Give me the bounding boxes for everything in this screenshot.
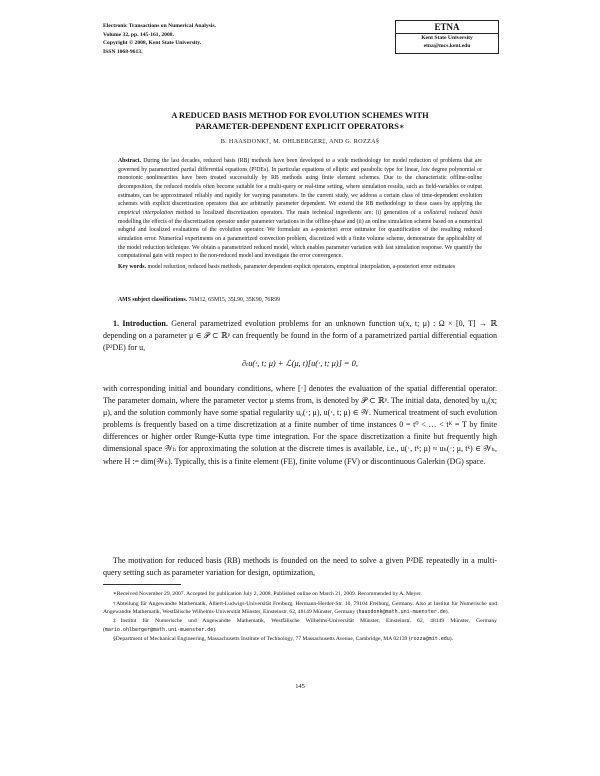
footnote-ohlberger-text: ‡Institut für Numerische und Angewandte Mathematik, Westfälische Wilhelms-Universität Münster, Einsteinstr. 62, 48149 Münster, Germany (: [103, 618, 497, 633]
abstract-text-c: modelling the effects of the discretization operator under parameter variations in the offline-phase and (ii) an online simulation scheme based on a numerical subgrid and localized evaluations of the evolution operator. We formulate an a-posteriori error estimator for quantification of the resulting reduced simulation error. Numerical experiments on a parametrized convection problem, discretized with a finite volume scheme, demonstrate the applicability of the model reduction technique. We obtain a parametrized reduced model, which enables parameter variation with fast simulation response. We quantify the computational gain with respect to the non-reduced model and investigate the error convergence.: [118, 218, 482, 260]
journal-issn: ISSN 1068-9613.: [103, 48, 143, 55]
footnote-rule: [103, 584, 181, 585]
intro-text-1: General parametrized evolution problems for an unknown function u(x, t; μ) : Ω × [0, T] → ℝ depending on a parameter μ ∈ 𝒫 ⊂ ℝᵖ can frequently be found in the form of a parametrized partial differential equation (P²DE) for u,: [103, 319, 498, 352]
ams-label: AMS subject classifications.: [118, 297, 188, 303]
paper-title-line1: A REDUCED BASIS METHOD FOR EVOLUTION SCHEMES WITH: [171, 111, 429, 120]
etna-box: [395, 20, 499, 54]
paper-authors: B. HAASDONK†, M. OHLBERGER‡, AND G. ROZZA§: [220, 138, 380, 145]
etna-title: ETNA: [396, 21, 498, 34]
ams-text: 76M12, 65M15, 35L90, 35K90, 76R99: [188, 297, 280, 303]
email-rozza[interactable]: rozza@mit.edu: [410, 636, 450, 643]
footnote-rozza: [103, 635, 497, 643]
intro-paragraph-2: with corresponding initial and boundary conditions, where [·] denotes the evaluation of the spatial differential operator. The parameter domain, where the parameter vector μ stems from, is denoted by 𝒫 ⊂ ℝᵖ. The initial data, denoted by u₀(x; μ), and the solution commonly have some spatial regularity u₀(·; μ), u(·, t; μ) ∈ 𝒲. Numerical treatment of such evolution problems is frequently based on a time discretization at a finite number of time instances 0 = t⁰ < … < tᴷ = T by finite differences or higher order Runge-Kutta type time integration. For the space discretization a finite but frequently high dimensional space 𝒲ₕ for approximating the solution at the discrete times is available, i.e., u(·, tᵏ; μ) ≈ uₕ(·; μ, tᵏ) ∈ 𝒲ₕ, where H := dim(𝒲ₕ). Typically, this is a finite element (FE), finite volume (FV) or discontinuous Galerkin (DG) space.: [103, 384, 497, 466]
footnotes: [103, 590, 497, 645]
etna-university: Kent State University: [421, 35, 473, 41]
footnote-ohlberger-close: ).: [213, 626, 217, 633]
journal-volume: Volume 32, pp. 145-161, 2008.: [103, 31, 174, 38]
intro-text-3: The motivation for reduced basis (RB) methods is founded on the need to solve a given P²DE repeatedly in a multi-query setting such as parameter variation for design, optimization,: [103, 556, 497, 577]
footnote-haasdonk: [103, 600, 497, 616]
equation-pde: ∂ₜu(·, t; μ) + ℒ(μ, t)[u(·, t; μ)] = 0,: [242, 359, 358, 368]
journal-header: [103, 22, 216, 56]
email-ohlberger[interactable]: mario.ohlberger@math.uni-muenster.de: [104, 626, 214, 633]
abstract-label: Abstract.: [118, 158, 142, 164]
footnote-rozza-text: §Department of Mechanical Engineering, Massachusetts Institute of Technology, 77 Massachusetts Avenue, Cambridge, MA 02139 (: [113, 636, 411, 643]
abstract-text-a: During the last decades, reduced basis (RB) methods have been developed to a wide methodology for model reduction of problems that are governed by parametrized partial differential equations (P²DEs). In particular equations of elliptic and parabolic type for linear, low degree polynomial or monotonic nonlinearities have been treated successfully by RB methods using finite element schemes. Due to the characteristic offline-online decomposition, the reduced models often become suitable for a multi-query or real-time setting, where simulation results, such as field-variables or output estimates, can be approximated reliably and rapidly for varying parameters. In the current study, we address a certain class of time-dependent evolution schemes with explicit discretization operators that are arbitrarily parameter dependent. We extend the RB methodology to these cases by applying the: [118, 158, 483, 208]
footnote-rozza-close: ).: [449, 636, 454, 643]
email-haasdonk[interactable]: haasdonk@math.uni-muenster.de: [358, 608, 446, 615]
intro-paragraph-1: [103, 318, 497, 354]
ams-classification: [118, 296, 482, 304]
abstract-text-b: method to localized discretization operators. The main technical ingredients are: (i) generation of a: [175, 209, 422, 216]
page-number: 145: [295, 683, 305, 690]
paper-title: [103, 110, 497, 132]
intro-paragraph-3: [103, 555, 497, 579]
footnote-ohlberger: [103, 617, 497, 633]
footnote-received: ∗Received November 29, 2007. Accepted for publication July 2, 2008. Published online on March 21, 2009. Recommended by A. Meyer.: [113, 591, 422, 597]
footnote-haasdonk-close: ).: [445, 608, 450, 615]
paper-title-line2: PARAMETER-DEPENDENT EXPLICIT OPERATORS∗: [195, 122, 405, 131]
abstract-emph-empirical-interpolation: empirical interpolation: [118, 209, 174, 216]
keywords-label: Key words.: [118, 264, 147, 270]
journal-name: Electronic Transactions on Numerical Analysis.: [103, 23, 216, 29]
abstract-emph-collateral-basis: collateral reduced basis: [423, 209, 482, 216]
footnote-haasdonk-text: †Abteilung für Angewandte Mathematik, Albert-Ludwigs-Universität Freiburg, Hermann-Herder-Str. 10, 79104 Freiburg, Germany. Also at Institut für Numerische und Angewandte Mathematik, Westfälische Wilhelms-Universität Münster, Einsteinstr. 62, 48149 Münster, Germany (: [103, 600, 497, 615]
etna-email: etna@mcs.kent.edu: [423, 43, 471, 49]
keywords-text: model reduction, reduced basis methods, parameter dependent explicit operators, empirical interpolation, a-posteriori error estimates: [147, 264, 456, 270]
section-heading-introduction: 1. Introduction.: [113, 319, 168, 328]
keywords: [118, 263, 482, 272]
journal-copyright: Copyright © 2008, Kent State University.: [103, 40, 202, 47]
abstract: [118, 157, 482, 261]
